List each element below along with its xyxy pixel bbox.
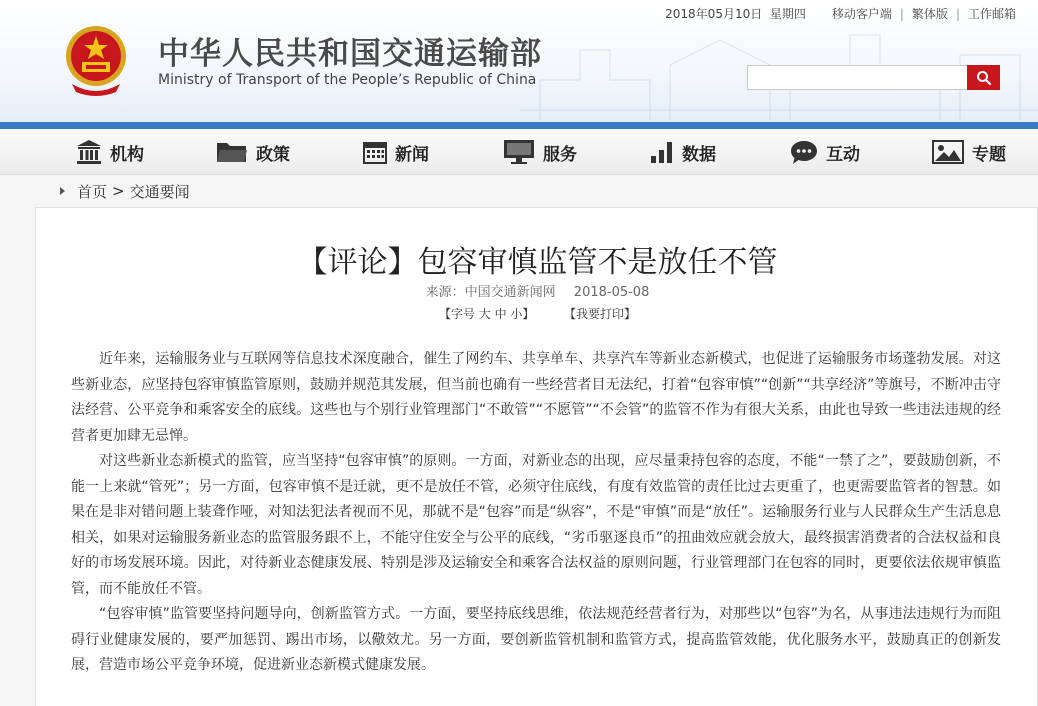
calendar-icon	[363, 140, 387, 164]
header-divider	[0, 122, 1038, 129]
main-nav	[0, 129, 1038, 175]
nav-label: 新闻	[395, 144, 429, 165]
search-button[interactable]	[967, 65, 1000, 90]
breadcrumb-separator: >	[112, 182, 125, 200]
image-icon	[932, 140, 964, 164]
nav-label: 服务	[543, 144, 577, 165]
nav-label: 互动	[826, 144, 860, 165]
article-title: 【评论】包容审慎监管不是放任不管	[297, 245, 778, 280]
bar-chart-icon	[650, 140, 674, 164]
article-panel	[35, 207, 1038, 706]
breadcrumb	[60, 180, 190, 202]
traditional-chinese-link[interactable]: 繁体版	[911, 7, 948, 21]
separator: |	[899, 6, 904, 21]
article-paragraph: 对这些新业态新模式的监管，应当坚持“包容审慎”的原则。一方面，对新业态的出现，应尽量秉持包容的态度，不能“一禁了之”，要鼓励创新，不能一上来就“管死”；另一方面，包容审慎不是迁就，更不是放任不管，必须守住底线，有度有效监管的责任比过去更重了，也更需要监管者的智慧。如果在是非对错问题上装聋作哑，对知法犯法者视而不见，那就不是“包容”而是“纵容”，不是“审慎”而是“放任”。运输服务行业与人民群众生产生活息息相关，如果对运输服务新业态的监管服务跟不上，不能守住安全与公平的底线，“劣币驱逐良币”的扭曲效应就会放大，最终损害消费者的合法权益和良好的市场发展环境。因此，对待新业态健康发展、特别是涉及运输安全和乘客合法权益的原则问题，行业管理部门在包容的同时，更要依法依规审慎监管，而不能放任不管。	[71, 453, 1001, 597]
monitor-icon	[503, 139, 535, 165]
print-button[interactable]: 【我要打印】	[564, 307, 637, 321]
current-date: 2018年05月10日 星期四	[665, 7, 806, 21]
search-input[interactable]	[747, 65, 967, 90]
nav-item-interaction[interactable]	[790, 136, 860, 168]
site-header	[0, 0, 1038, 122]
chat-icon	[790, 139, 818, 165]
article-tools	[36, 305, 1038, 322]
nav-item-organization[interactable]	[76, 136, 144, 168]
breadcrumb-arrow-icon	[60, 187, 65, 195]
search-box	[747, 65, 1000, 90]
font-size-control[interactable]: 【字号 大 中 小】	[438, 307, 535, 321]
nav-item-services[interactable]	[503, 136, 577, 168]
article-meta	[36, 281, 1038, 300]
nav-label: 数据	[682, 144, 716, 165]
nav-label: 政策	[256, 144, 290, 165]
search-icon	[976, 70, 992, 86]
building-icon	[76, 139, 102, 165]
nav-item-data[interactable]	[650, 136, 716, 168]
article-paragraph: 近年来，运输服务业与互联网等信息技术深度融合，催生了网约车、共享单车、共享汽车等新业态新模式，也促进了运输服务市场蓬勃发展。对这些新业态，应坚持包容审慎监管原则，鼓励并规范其发展，但当前也确有一些经营者目无法纪，打着“包容审慎”“创新”“共享经济”等旗号，不断冲击守法经营、公平竞争和乘客安全的底线。这些也与个别行业管理部门“不敢管”“不愿管”“不会管”的监管不作为有很大关系，由此也导致一些违法违规的经营者更加肆无忌惮。	[71, 351, 1001, 444]
breadcrumb-home-link[interactable]: 首页	[77, 182, 108, 201]
nav-label: 机构	[110, 144, 144, 165]
separator: |	[955, 6, 960, 21]
nav-item-policy[interactable]	[216, 136, 290, 168]
article-paragraph: “包容审慎”监管要坚持问题导向，创新监管方式。一方面，要坚持底线思维，依法规范经营者行为，对那些以“包容”为名，从事违法违规行为而阻碍行业健康发展的，要严加惩罚、踢出市场，以儆效尤。另一方面，要创新监管机制和监管方式，提高监管效能，优化服务水平，鼓励真正的创新发展，营造市场公平竞争环境，促进新业态新模式健康发展。	[71, 606, 1001, 673]
folder-icon	[216, 140, 248, 164]
ministry-chinese-name: 中华人民共和国交通运输部	[158, 36, 542, 72]
article-body	[71, 347, 1001, 679]
article-source: 来源：中国交通新闻网	[425, 285, 556, 300]
nav-label: 专题	[972, 144, 1006, 165]
ministry-english-name: Ministry of Transport of the People’s Republic of China	[158, 72, 537, 88]
nav-item-special-topics[interactable]	[932, 136, 1006, 168]
breadcrumb-current-link[interactable]: 交通要闻	[129, 182, 190, 201]
mobile-client-link[interactable]: 移动客户端	[831, 7, 892, 21]
work-email-link[interactable]: 工作邮箱	[967, 7, 1016, 21]
national-emblem-icon	[62, 22, 130, 96]
article-date: 2018-05-08	[573, 285, 650, 300]
nav-item-news[interactable]	[363, 136, 429, 168]
top-utility-bar	[665, 5, 1016, 22]
